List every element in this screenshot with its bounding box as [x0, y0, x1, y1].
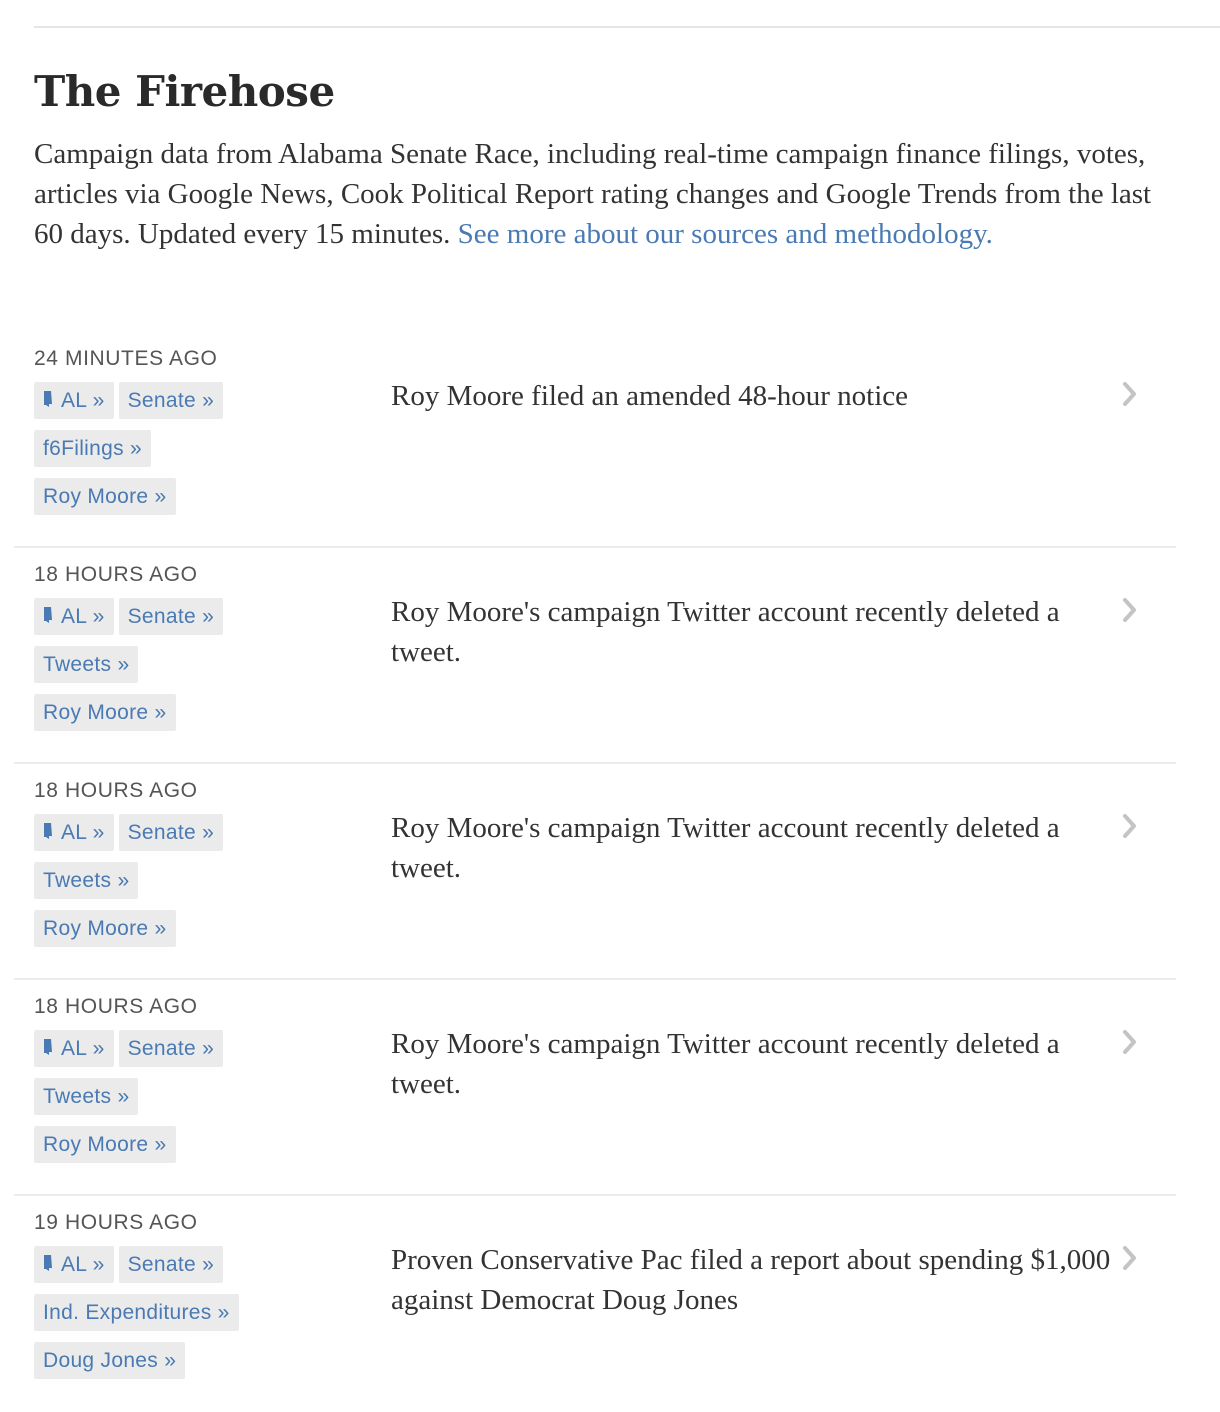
page-title: The Firehose [34, 67, 335, 116]
chevron-right-icon[interactable] [1120, 1244, 1140, 1272]
tag-candidate[interactable]: Roy Moore » [34, 1126, 176, 1163]
item-tags [34, 1246, 274, 1390]
feed-item[interactable] [14, 1196, 1176, 1412]
tag-candidate[interactable]: Doug Jones » [34, 1342, 185, 1379]
top-divider [34, 26, 1220, 28]
tag-state[interactable] [34, 598, 114, 635]
alabama-state-icon [43, 391, 53, 407]
tag-state-label: AL » [61, 1253, 105, 1276]
item-tags [34, 598, 274, 742]
tag-state[interactable] [34, 1246, 114, 1283]
tag-chamber[interactable]: Senate » [119, 598, 223, 635]
chevron-right-icon[interactable] [1120, 380, 1140, 408]
item-timestamp: 18 HOURS AGO [34, 563, 198, 586]
chevron-right-icon[interactable] [1120, 1028, 1140, 1056]
tag-state[interactable] [34, 1030, 114, 1067]
firehose-feed [14, 332, 1176, 1412]
tag-candidate[interactable]: Roy Moore » [34, 910, 176, 947]
tag-state[interactable] [34, 814, 114, 851]
chevron-right-icon[interactable] [1120, 596, 1140, 624]
tag-state-label: AL » [61, 1037, 105, 1060]
chevron-right-icon[interactable] [1120, 812, 1140, 840]
tag-state-label: AL » [61, 605, 105, 628]
alabama-state-icon [43, 823, 53, 839]
item-headline[interactable]: Roy Moore filed an amended 48-hour notice [391, 380, 909, 412]
tag-chamber[interactable]: Senate » [119, 1246, 223, 1283]
item-headline[interactable]: Roy Moore's campaign Twitter account recently deleted a tweet. [391, 812, 1060, 884]
intro-paragraph [34, 134, 1184, 254]
item-headline[interactable]: Proven Conservative Pac filed a report about spending $1,000 against Democrat Doug Jones [391, 1244, 1111, 1316]
tag-state[interactable] [34, 382, 114, 419]
tag-candidate[interactable]: Roy Moore » [34, 694, 176, 731]
tag-state-label: AL » [61, 821, 105, 844]
feed-item[interactable] [14, 980, 1176, 1196]
alabama-state-icon [43, 1039, 53, 1055]
feed-item[interactable] [14, 764, 1176, 980]
item-tags [34, 382, 274, 526]
alabama-state-icon [43, 607, 53, 623]
feed-item[interactable] [14, 332, 1176, 548]
alabama-state-icon [43, 1255, 53, 1271]
intro-text: Campaign data from Alabama Senate Race, including real-time campaign finance filings, votes, articles via Google News, Cook Political Report rating changes and Google Trends from the last 60 days. Updated every 15 minutes. [34, 138, 1152, 250]
tag-category[interactable]: Ind. Expenditures » [34, 1294, 239, 1331]
item-timestamp: 19 HOURS AGO [34, 1211, 198, 1234]
tag-chamber[interactable]: Senate » [119, 814, 223, 851]
item-timestamp: 24 MINUTES AGO [34, 347, 218, 370]
tag-state-label: AL » [61, 389, 105, 412]
tag-category[interactable]: f6Filings » [34, 430, 151, 467]
tag-candidate[interactable]: Roy Moore » [34, 478, 176, 515]
tag-chamber[interactable]: Senate » [119, 382, 223, 419]
item-timestamp: 18 HOURS AGO [34, 995, 198, 1018]
item-headline[interactable]: Roy Moore's campaign Twitter account recently deleted a tweet. [391, 1028, 1060, 1100]
tag-category[interactable]: Tweets » [34, 646, 138, 683]
feed-item[interactable] [14, 548, 1176, 764]
tag-category[interactable]: Tweets » [34, 1078, 138, 1115]
item-headline[interactable]: Roy Moore's campaign Twitter account recently deleted a tweet. [391, 596, 1060, 668]
sources-methodology-link[interactable]: See more about our sources and methodology. [457, 218, 993, 250]
item-timestamp: 18 HOURS AGO [34, 779, 198, 802]
tag-chamber[interactable]: Senate » [119, 1030, 223, 1067]
tag-category[interactable]: Tweets » [34, 862, 138, 899]
item-tags [34, 814, 274, 958]
item-tags [34, 1030, 274, 1174]
